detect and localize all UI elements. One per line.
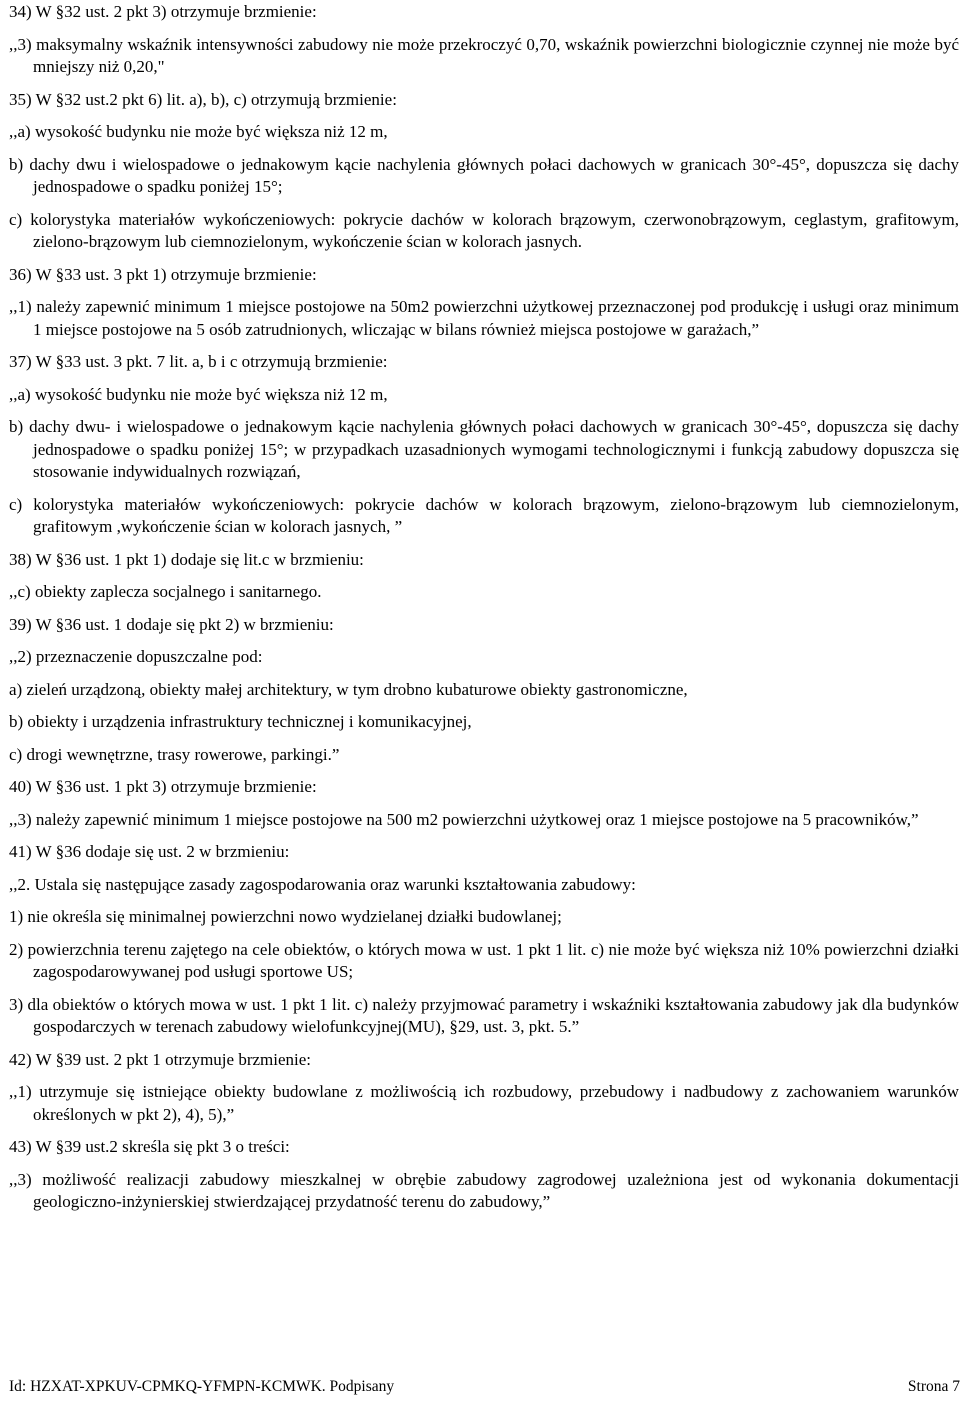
amendment-37-item-c: c) kolorystyka materiałów wykończeniowych: pokrycie dachów w kolorach brązowym, zielono-brązowym lub ciemnozielonym, grafitowym ,wykończenie ścian w kolorach jasnych, ” xyxy=(9,494,959,536)
amendment-35-item-a: ,,a) wysokość budynku nie może być większa niż 12 m, xyxy=(9,122,388,141)
amendment-40-text: ,,3) należy zapewnić minimum 1 miejsce postojowe na 500 m2 powierzchni użytkowej oraz 1 miejsce postojowe na 5 pracowników,” xyxy=(9,809,919,829)
amendment-39-item-a: a) zieleń urządzoną, obiekty małej architektury, w tym drobno kubaturowe obiekty gastronomiczne, xyxy=(9,679,688,699)
amendment-37-item-a: ,,a) wysokość budynku nie może być większa niż 12 m, xyxy=(9,384,388,404)
amendment-38-heading: 38) W §36 ust. 1 pkt 1) dodaje się lit.c w brzmieniu: xyxy=(9,549,364,569)
amendment-34-text: ,,3) maksymalny wskaźnik intensywności zabudowy nie może przekroczyć 0,70, wskaźnik powierzchni biologicznie czynnej nie może być mniejszy niż 0,20," xyxy=(9,34,959,76)
document-id-signature: Id: HZXAT-XPKUV-CPMKQ-YFMPN-KCMWK. Podpisany xyxy=(9,1378,395,1395)
amendment-38-text: ,,c) obiekty zaplecza socjalnego i sanitarnego. xyxy=(9,582,322,601)
amendment-41-heading: 41) W §36 dodaje się ust. 2 w brzmieniu: xyxy=(9,842,290,861)
amendment-43-heading: 43) W §39 ust.2 skreśla się pkt 3 o treści: xyxy=(9,1137,290,1156)
amendment-39-item-b: b) obiekty i urządzenia infrastruktury technicznej i komunikacyjnej, xyxy=(9,712,472,731)
amendment-34-heading: 34) W §32 ust. 2 pkt 3) otrzymuje brzmienie: xyxy=(9,2,317,21)
amendment-42-heading: 42) W §39 ust. 2 pkt 1 otrzymuje brzmienie: xyxy=(9,1049,312,1069)
amendment-39-item-c: c) drogi wewnętrzne, trasy rowerowe, parkingi.” xyxy=(9,744,340,764)
amendment-42-text: ,,1) utrzymuje się istniejące obiekty budowlane z możliwością ich rozbudowy, przebudowy i nadbudowy z zachowaniem warunków określonych w pkt 2), 4), 5),” xyxy=(9,1082,959,1124)
amendment-43-text: ,,3) możliwość realizacji zabudowy mieszkalnej w obrębie zabudowy zagrodowej uzależniona jest od wykonania dokumentacji geologiczno-inżynierskiej stwierdzającej przydatność terenu do zabudowy,” xyxy=(9,1169,959,1211)
amendment-35-item-b: b) dachy dwu i wielospadowe o jednakowym kącie nachylenia głównych połaci dachowych w granicach 30°-45°, dopuszcza się dachy jednospadowe o spadku poniżej 15°; xyxy=(9,154,959,196)
amendment-35-heading: 35) W §32 ust.2 pkt 6) lit. a), b), c) otrzymują brzmienie: xyxy=(9,89,397,109)
page-number: Strona 7 xyxy=(907,1378,960,1395)
amendment-41-intro: ,,2. Ustala się następujące zasady zagospodarowania oraz warunki kształtowania zabudowy: xyxy=(9,874,636,894)
amendment-40-heading: 40) W §36 ust. 1 pkt 3) otrzymuje brzmienie: xyxy=(9,777,317,796)
amendment-39-intro: ,,2) przeznaczenie dopuszczalne pod: xyxy=(9,647,263,666)
amendment-41-item-1: 1) nie określa się minimalnej powierzchni nowo wydzielanej działki budowlanej; xyxy=(9,907,562,926)
amendment-37-item-b: b) dachy dwu- i wielospadowe o jednakowym kącie nachylenia głównych połaci dachowych w granicach 30°-45°, dopuszcza się dachy jednospadowe o spadku poniżej 15°; w przypadkach uzasadnionych wymogami technologicznymi i funkcją zabudowy dopuszcza się stosowanie indywidualnych rozwiązań, xyxy=(9,417,959,481)
amendment-36-text: ,,1) należy zapewnić minimum 1 miejsce postojowe na 50m2 powierzchni użytkowej przeznaczonej pod produkcję i usługi oraz minimum 1 miejsce postojowe na 5 osób zatrudnionych, wliczając w bilans również miejsca postojowe w garażach,” xyxy=(9,297,959,339)
amendment-39-heading: 39) W §36 ust. 1 dodaje się pkt 2) w brzmieniu: xyxy=(9,614,334,634)
page-footer xyxy=(9,1378,960,1396)
document-page xyxy=(9,1,959,1224)
amendment-41-item-2: 2) powierzchnia terenu zajętego na cele obiektów, o których mowa w ust. 1 pkt 1 lit. c) nie może być większa niż 10% powierzchni działki zagospodarowywanej pod usługi sportowe US; xyxy=(9,939,959,981)
amendment-37-heading: 37) W §33 ust. 3 pkt. 7 lit. a, b i c otrzymują brzmienie: xyxy=(9,352,388,371)
amendment-41-item-3: 3) dla obiektów o których mowa w ust. 1 pkt 1 lit. c) należy przyjmować parametry i wskaźniki kształtowania zabudowy jak dla budynków gospodarczych w terenach zabudowy wielofunkcyjnej(MU), §29, ust. 3, pkt. 5.” xyxy=(9,994,959,1036)
amendment-36-heading: 36) W §33 ust. 3 pkt 1) otrzymuje brzmienie: xyxy=(9,264,317,284)
amendment-35-item-c: c) kolorystyka materiałów wykończeniowych: pokrycie dachów w kolorach brązowym, czerwonobrązowym, ceglastym, grafitowym, zielono-brązowym lub ciemnozielonym, wykończenie ścian w kolorach jasnych. xyxy=(9,209,959,251)
